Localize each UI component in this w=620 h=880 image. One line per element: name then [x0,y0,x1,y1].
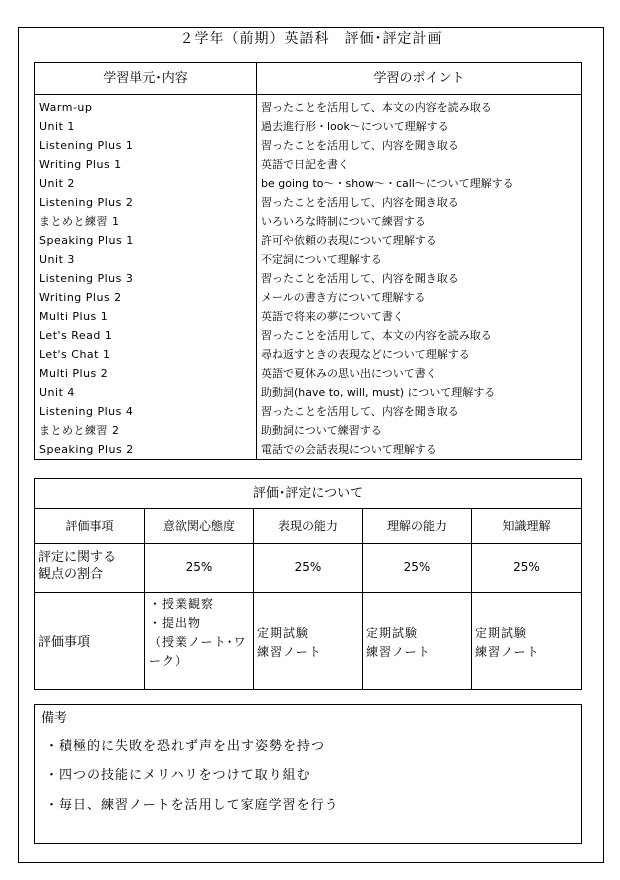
unit-name: Writing Plus 1 [39,158,122,171]
unit-name: Listening Plus 4 [39,405,134,418]
learning-point: 習ったことを活用して、内容を聞き取る [261,196,459,209]
learning-point: 習ったことを活用して、内容を聞き取る [261,405,459,418]
evaluation-item-line: 定期試験 [475,626,528,640]
table-row [35,193,581,212]
table-row [35,364,581,383]
table-row [35,383,581,402]
remarks-item: ・積極的に失敗を恐れず声を出す姿勢を持つ [45,739,326,754]
learning-point: 英語で日記を書く [261,158,349,171]
items-knowledge [475,624,579,662]
evaluation-item-line: 定期試験 [366,626,419,640]
ratio-expression: 25% [294,560,322,574]
table-row [35,307,581,326]
learning-point: 助動詞について練習する [261,424,382,437]
unit-name: Unit 4 [39,386,75,399]
units-table-header [35,63,581,95]
unit-name: Listening Plus 1 [39,139,134,152]
unit-name: まとめと練習 1 [39,215,120,228]
learning-point: 習ったことを活用して、本文の内容を読み取る [261,101,492,114]
col-header-expression: 表現の能力 [277,519,338,533]
units-table [34,62,582,460]
col-header-attitude: 意欲関心態度 [162,519,235,533]
items-attitude [149,595,253,671]
table-row [35,440,581,459]
learning-point: 過去進行形・look〜について理解する [261,120,449,133]
evaluation-item-line: 定期試験 [257,626,310,640]
unit-name: Speaking Plus 1 [39,234,134,247]
header-point: 学習のポイント [373,71,465,86]
unit-name: Listening Plus 3 [39,272,134,285]
unit-name: Multi Plus 2 [39,367,109,380]
table-row [35,212,581,231]
unit-name: Writing Plus 2 [39,291,122,304]
evaluation-item-line: ・授業観察 [149,597,215,611]
units-rows [35,98,581,459]
table-row [35,117,581,136]
evaluation-heading: 評価･評定について [35,479,581,509]
table-row [35,288,581,307]
learning-point: 英語で将来の夢について書く [261,310,404,323]
ratio-label [38,549,144,583]
table-row [35,402,581,421]
evaluation-item-line: 練習ノート [475,645,540,659]
header-unit: 学習単元･内容 [103,71,188,86]
table-row [35,231,581,250]
table-row [35,421,581,440]
ratio-attitude: 25% [185,560,213,574]
table-row [35,326,581,345]
table-row [35,136,581,155]
unit-name: まとめと練習 2 [39,424,120,437]
evaluation-item-line: 練習ノート [257,645,322,659]
learning-point: 尋ね返すときの表現などについて理解する [261,348,470,361]
learning-point: 英語で夏休みの思い出について書く [261,367,437,380]
col-header-item: 評価事項 [65,519,114,533]
table-row [35,345,581,364]
learning-point: 許可や依頼の表現について理解する [261,234,437,247]
evaluation-item-line: 練習ノート [366,645,431,659]
items-label: 評価事項 [38,635,91,650]
learning-point: 助動詞(have to, will, must) について理解する [261,386,496,399]
unit-name: Listening Plus 2 [39,196,134,209]
learning-point: 習ったことを活用して、本文の内容を読み取る [261,329,492,342]
items-expression [257,624,361,662]
unit-name: Warm-up [39,101,93,114]
ratio-label-line: 評定に関する [38,550,117,565]
learning-point: 電話での会話表現について理解する [261,443,437,456]
unit-name: Unit 1 [39,120,75,133]
table-row [35,250,581,269]
row-divider [35,592,581,593]
evaluation-item-line: ーク） [149,654,189,668]
unit-name: Let's Read 1 [39,329,113,342]
items-understanding [366,624,470,662]
table-row [35,98,581,117]
table-row [35,269,581,288]
remarks-title: 備考 [41,711,68,726]
remarks-item: ・四つの技能にメリハリをつけて取り組む [45,768,311,783]
learning-point: メールの書き方について理解する [261,291,426,304]
evaluation-item-line: （授業ノート･ワ [149,635,247,649]
col-header-knowledge: 知識理解 [502,519,551,533]
remarks-item: ・毎日、練習ノートを活用して家庭学習を行う [45,798,339,813]
ratio-label-line: 観点の割合 [38,567,104,582]
unit-name: Unit 2 [39,177,75,190]
learning-point: 不定詞について理解する [261,253,382,266]
evaluation-item-line: ・提出物 [149,616,202,630]
table-row [35,155,581,174]
ratio-understanding: 25% [403,560,431,574]
unit-name: Unit 3 [39,253,75,266]
learning-point: いろいろな時制について練習する [261,215,426,228]
table-row [35,174,581,193]
unit-name: Let's Chat 1 [39,348,111,361]
remarks-box [34,704,582,844]
learning-point: 習ったことを活用して、内容を聞き取る [261,272,459,285]
unit-name: Multi Plus 1 [39,310,109,323]
evaluation-table [34,478,582,690]
learning-point: 習ったことを活用して、内容を聞き取る [261,139,459,152]
ratio-knowledge: 25% [513,560,540,574]
col-header-understanding: 理解の能力 [386,519,447,533]
learning-point: be going to〜・show〜・call〜について理解する [261,177,514,190]
unit-name: Speaking Plus 2 [39,443,134,456]
page-title: ２学年（前期）英語科 評価･評定計画 [179,31,443,47]
